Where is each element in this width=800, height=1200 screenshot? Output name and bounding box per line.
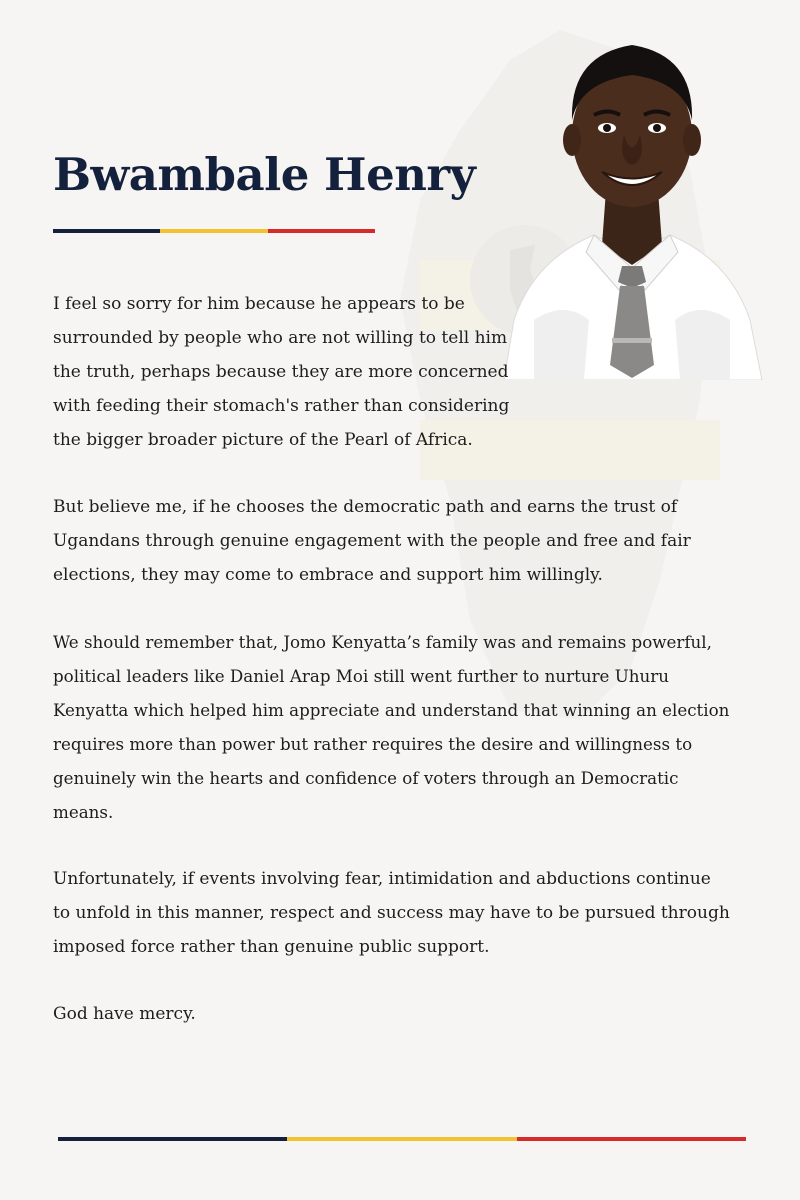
article-body xyxy=(53,287,753,1064)
page-title: Bwambale Henry xyxy=(53,148,476,201)
bottom-color-rule xyxy=(58,1137,746,1141)
closing-line: God have mercy. xyxy=(53,1004,196,1024)
title-color-rule xyxy=(53,229,375,233)
paragraph: Unfortunately, if events involving fear, intimidation and abductions continue to unfold in this manner, respect and success may have to be pursued through imposed force rather than genuine public support. xyxy=(53,869,730,957)
paragraph: I feel so sorry for him because he appears to be surrounded by people who are not willing to tell him the truth, perhaps because they are more concerned with feeding their stomach's rather than considering the bigger broader picture of the Pearl of Africa. xyxy=(53,294,510,450)
paragraph: We should remember that, Jomo Kenyatta’s family was and remains powerful, political leaders like Daniel Arap Moi still went further to nurture Uhuru Kenyatta which helped him appreciate and understand that winning an election requires more than power but rather requires the desire and willingness to genuinely win the hearts and confidence of voters through an Democratic means. xyxy=(53,632,730,822)
paragraph: But believe me, if he chooses the democratic path and earns the trust of Ugandans through genuine engagement with the people and free and fair elections, they may come to embrace and support him willingly. xyxy=(53,497,691,585)
